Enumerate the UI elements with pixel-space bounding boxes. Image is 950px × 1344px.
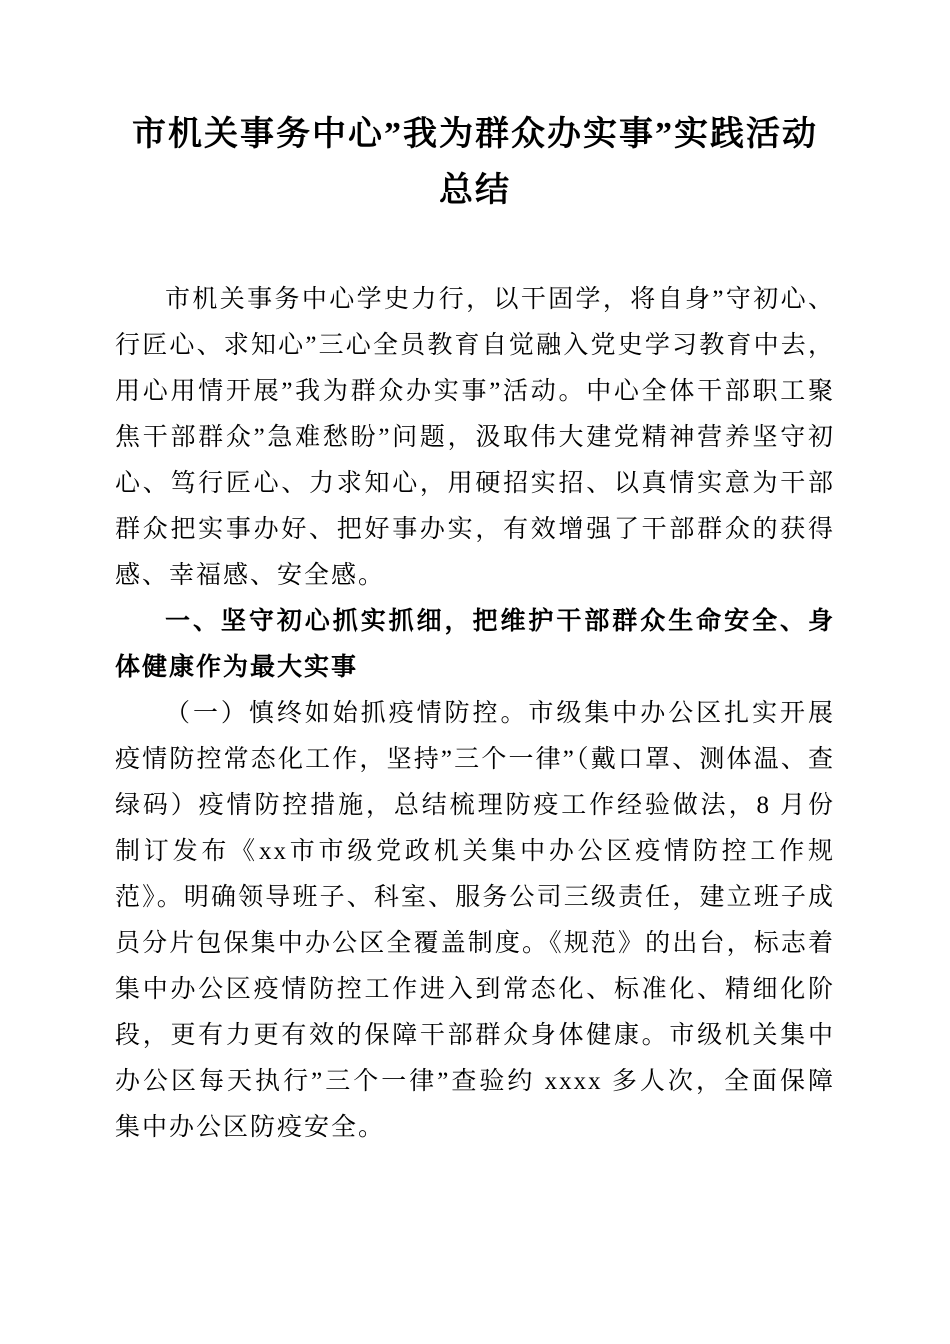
document-title: 市机关事务中心”我为群众办实事”实践活动总结 [132,116,818,209]
intro-paragraph: 市机关事务中心学史力行，以干固学，将自身”守初心、行匠心、求知心”三心全员教育自觉融入党史学习教育中去，用心用情开展”我为群众办实事”活动。中心全体干部职工聚焦干部群众”急难愁盼”问题，汲取伟大建党精神营养坚守初心、笃行匠心、力求知心，用硬招实招、以真情实意为干部群众把实事办好、把好事办实，有效增强了干部群众的获得感、幸福感、安全感。 [115,286,835,589]
section-1-heading: 一、坚守初心抓实抓细，把维护干部群众生命安全、身体健康作为最大实事 [115,608,835,681]
section-1-lead-in: （一）慎终如始抓疫情防控。 [165,700,529,727]
section-1-paragraph [115,691,835,1151]
section-1-body-text: 市级集中办公区扎实开展疫情防控常态化工作，坚持”三个一律”（戴口罩、测体温、查绿码）疫情防控措施，总结梳理防疫工作经验做法，8 月份制订发布《xx市市级党政机关集中办公区疫情防控工作规范》。明确领导班子、科室、服务公司三级责任，建立班子成员分片包保集中办公区全覆盖制度。《规范》的出台，标志着集中办公区疫情防控工作进入到常态化、标准化、精细化阶段，更有力更有效的保障干部群众身体健康。市级机关集中办公区每天执行”三个一律”查验约 xxxx 多人次，全面保障集中办公区防疫安全。 [115,700,835,1141]
